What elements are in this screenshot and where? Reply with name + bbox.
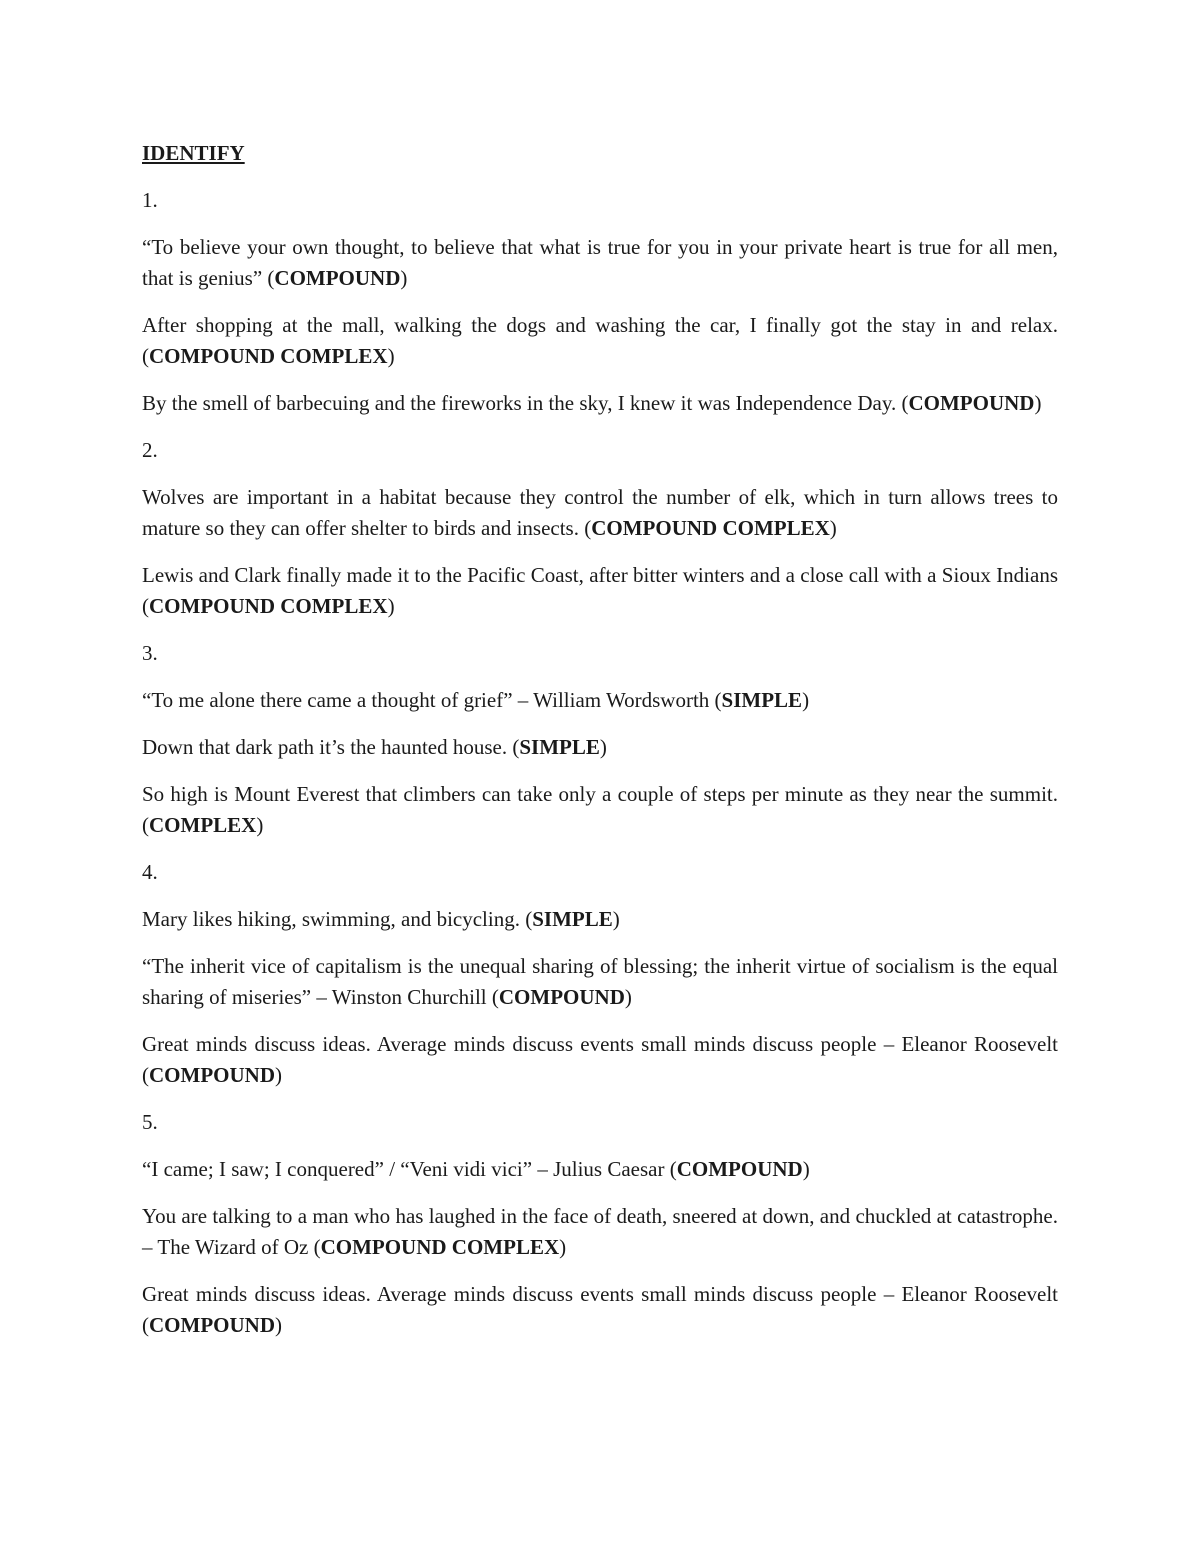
- sentence-item: [142, 685, 1058, 716]
- sentence-item: [142, 310, 1058, 372]
- section-number: 2.: [142, 438, 158, 462]
- label-open-paren: (: [267, 266, 275, 290]
- sentence-type-label: COMPOUND COMPLEX: [149, 594, 388, 618]
- section-5: [142, 1107, 1058, 1341]
- sentence-type-label: COMPLEX: [149, 813, 257, 837]
- label-open-paren: (: [525, 907, 533, 931]
- label-open-paren: (: [491, 985, 499, 1009]
- sentence-text: You are talking to a man who has laughed in the face of death, sneered at down, and chuckled at catastrophe. – The Wizard of Oz: [142, 1204, 1058, 1259]
- sentence-text: By the smell of barbecuing and the fireworks in the sky, I knew it was Independence Day.: [142, 391, 902, 415]
- label-close-paren: ): [387, 594, 395, 618]
- sentence-text: Wolves are important in a habitat because they control the number of elk, which in turn allows trees to mature so they can offer shelter to birds and insects.: [142, 485, 1058, 540]
- label-close-paren: ): [1034, 391, 1042, 415]
- sentence-type-label: COMPOUND: [908, 391, 1035, 415]
- label-close-paren: ): [802, 1157, 810, 1181]
- sentence-text: “To believe your own thought, to believe that what is true for you in your private heart is true for all men, that is genius”: [142, 235, 1058, 290]
- label-close-paren: ): [802, 688, 810, 712]
- label-close-paren: ): [829, 516, 837, 540]
- section-2: [142, 435, 1058, 622]
- sentence-text: Lewis and Clark finally made it to the Pacific Coast, after bitter winters and a close call with a Sioux Indians: [142, 563, 1058, 587]
- label-open-paren: (: [901, 391, 909, 415]
- sentence-text: Down that dark path it’s the haunted house.: [142, 735, 513, 759]
- label-close-paren: ): [624, 985, 632, 1009]
- sentence-text: “I came; I saw; I conquered” / “Veni vidi vici” – Julius Caesar: [142, 1157, 670, 1181]
- sentence-type-label: COMPOUND: [149, 1313, 275, 1337]
- label-close-paren: ): [559, 1235, 567, 1259]
- sentence-text: Great minds discuss ideas. Average minds discuss events small minds discuss people – Eleanor Roosevelt: [142, 1032, 1058, 1056]
- sentence-item: [142, 232, 1058, 294]
- sentence-item: [142, 951, 1058, 1013]
- sentence-type-label: COMPOUND: [498, 985, 625, 1009]
- section-number: 3.: [142, 641, 158, 665]
- section-number: 5.: [142, 1110, 158, 1134]
- label-open-paren: (: [142, 1063, 149, 1087]
- label-open-paren: (: [142, 594, 149, 618]
- sentence-text: Mary likes hiking, swimming, and bicycling.: [142, 907, 526, 931]
- sentence-type-label: SIMPLE: [721, 688, 803, 712]
- sentence-item: [142, 779, 1058, 841]
- sentence-text: After shopping at the mall, walking the dogs and washing the car, I finally got the stay in and relax.: [142, 313, 1058, 337]
- label-open-paren: (: [512, 735, 520, 759]
- sentence-item: [142, 560, 1058, 622]
- sentence-item: [142, 732, 1058, 763]
- sentence-type-label: COMPOUND: [274, 266, 401, 290]
- sentence-type-label: COMPOUND COMPLEX: [320, 1235, 560, 1259]
- sentence-text: Great minds discuss ideas. Average minds discuss events small minds discuss people – Eleanor Roosevelt: [142, 1282, 1058, 1306]
- sentence-type-label: COMPOUND: [149, 1063, 275, 1087]
- label-open-paren: (: [714, 688, 722, 712]
- document-heading: IDENTIFY: [142, 141, 245, 165]
- label-close-paren: ): [400, 266, 408, 290]
- label-open-paren: (: [142, 344, 149, 368]
- sentence-item: [142, 904, 1058, 935]
- sentence-item: [142, 482, 1058, 544]
- label-open-paren: (: [313, 1235, 321, 1259]
- sentence-text: So high is Mount Everest that climbers can take only a couple of steps per minute as they near the summit.: [142, 782, 1058, 806]
- label-close-paren: ): [612, 907, 620, 931]
- sentence-item: [142, 388, 1058, 419]
- section-1: [142, 185, 1058, 419]
- section-number: 4.: [142, 860, 158, 884]
- sentence-text: “The inherit vice of capitalism is the unequal sharing of blessing; the inherit virtue of socialism is the equal sharing of miseries” – Winston Churchill: [142, 954, 1058, 1009]
- label-open-paren: (: [669, 1157, 677, 1181]
- label-close-paren: ): [274, 1063, 282, 1087]
- section-number: 1.: [142, 188, 158, 212]
- sections-container: [142, 185, 1058, 1341]
- sentence-type-label: COMPOUND COMPLEX: [149, 344, 388, 368]
- label-close-paren: ): [387, 344, 395, 368]
- label-open-paren: (: [142, 813, 149, 837]
- sentence-type-label: COMPOUND: [676, 1157, 803, 1181]
- sentence-item: [142, 1201, 1058, 1263]
- sentence-item: [142, 1154, 1058, 1185]
- section-3: [142, 638, 1058, 841]
- sentence-type-label: SIMPLE: [532, 907, 613, 931]
- label-close-paren: ): [274, 1313, 282, 1337]
- sentence-item: [142, 1029, 1058, 1091]
- sentence-text: “To me alone there came a thought of grief” – William Wordsworth: [142, 688, 715, 712]
- sentence-type-label: SIMPLE: [519, 735, 600, 759]
- sentence-type-label: COMPOUND COMPLEX: [591, 516, 830, 540]
- label-close-paren: ): [256, 813, 264, 837]
- label-close-paren: ): [599, 735, 607, 759]
- label-open-paren: (: [584, 516, 592, 540]
- section-4: [142, 857, 1058, 1091]
- sentence-item: [142, 1279, 1058, 1341]
- document-page: [142, 138, 1058, 1357]
- label-open-paren: (: [142, 1313, 149, 1337]
